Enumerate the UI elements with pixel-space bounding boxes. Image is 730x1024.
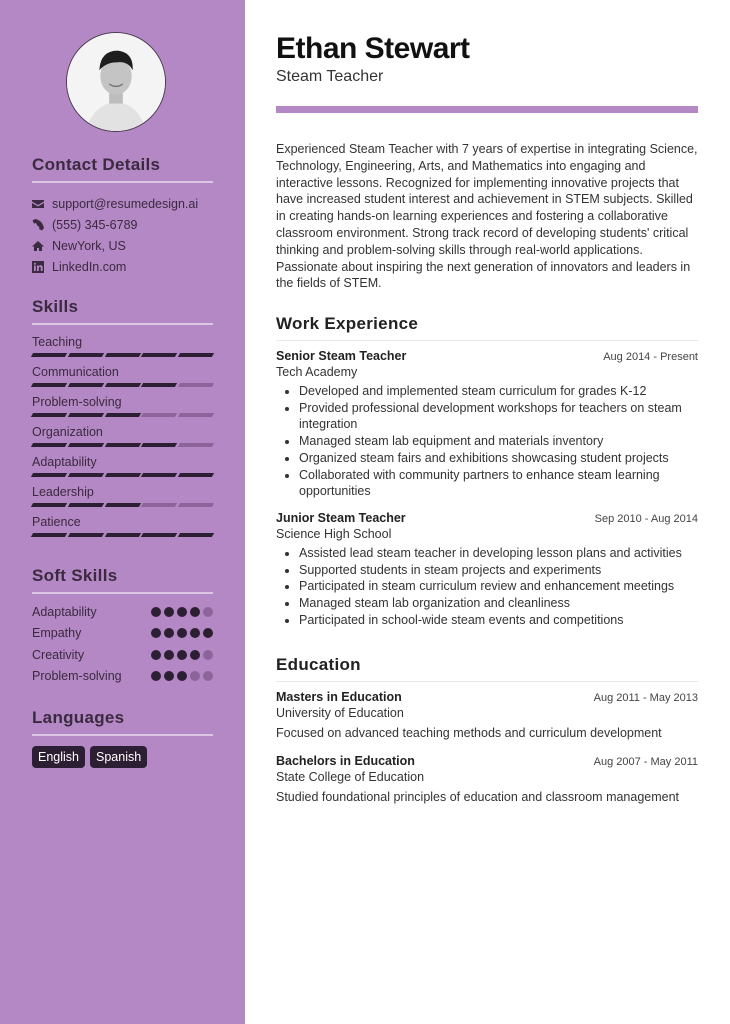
skill-name: Patience [32,515,81,529]
education-entry [276,690,698,740]
skill-segment [31,473,67,477]
work-bullet: • Developed and implemented steam curriculum for grades K-12 [299,383,698,400]
soft-skill-item [32,644,213,666]
rating-dot-icon [164,607,174,617]
skills-heading: Skills [32,297,213,325]
school: University of Education [276,706,404,720]
contact-phone[interactable] [32,214,213,235]
skill-segment [68,443,104,447]
skill-name: Communication [32,365,119,379]
work-bullet: • Participated in school-wide steam events and competitions [299,612,698,629]
work-role: Junior Steam Teacher [276,511,406,525]
accent-divider [276,106,698,113]
soft-skills-section [32,566,213,687]
skill-item [32,514,213,538]
skill-segment [68,533,104,537]
skill-level-bar [32,383,213,388]
skill-segment [31,503,67,507]
languages-heading: Languages [32,708,213,736]
skill-segment [178,533,214,537]
skill-segment [104,503,140,507]
skill-item [32,454,213,478]
rating-dot-icon [190,671,200,681]
language-tag: Spanish [90,746,147,768]
education-desc: Studied foundational principles of education and classroom management [276,790,680,804]
skill-item [32,364,213,388]
soft-skill-item [32,601,213,623]
skill-segment [68,413,104,417]
rating-dot-icon [177,607,187,617]
skill-name: Organization [32,425,103,439]
education-heading: Education [276,655,698,682]
work-bullet: • Participated in steam curriculum review and enhancement meetings [299,578,698,595]
skill-segment [31,533,67,537]
skill-segment [31,443,67,447]
skill-name: Leadership [32,485,94,499]
rating-dot-icon [190,628,200,638]
skill-segment [104,443,140,447]
avatar [66,32,166,132]
languages-section [32,708,213,768]
soft-skill-name: Problem-solving [32,669,122,684]
skills-section [32,297,213,544]
skill-segment [104,383,140,387]
skill-item [32,334,213,358]
skill-segment [104,473,140,477]
rating-dot-icon [203,628,213,638]
skill-name: Teaching [32,335,83,349]
contact-email-text: support@resumedesign.ai [52,196,199,211]
work-bullet: • Supported students in steam projects and experiments [299,562,698,579]
rating-dot-icon [164,628,174,638]
soft-skill-name: Creativity [32,647,85,662]
work-dates: Sep 2010 - Aug 2014 [594,513,698,525]
rating-dot-icon [151,607,161,617]
skill-segment [104,353,140,357]
work-bullets [276,383,698,500]
degree: Bachelors in Education [276,754,415,768]
skill-name: Problem-solving [32,395,122,409]
skills-list [32,334,213,538]
contact-email[interactable] [32,193,213,214]
skill-item [32,484,213,508]
work-bullet: • Assisted lead steam teacher in developing lesson plans and activities [299,545,698,562]
sidebar [0,0,245,1024]
skill-item [32,394,213,418]
rating-dot-icon [151,628,161,638]
work-role: Senior Steam Teacher [276,349,407,363]
skill-level-bar [32,503,213,508]
skill-segment [141,503,177,507]
contact-location-text: NewYork, US [52,238,126,253]
candidate-name: Ethan Stewart [276,32,470,65]
soft-skill-name: Adaptability [32,604,97,619]
soft-skills-list [32,601,213,687]
skill-segment [178,503,214,507]
skill-level-bar [32,353,213,358]
education-entry [276,754,698,804]
soft-skills-heading: Soft Skills [32,566,213,594]
skill-name: Adaptability [32,455,97,469]
contact-location [32,235,213,256]
soft-skill-rating [151,671,213,681]
rating-dot-icon [151,650,161,660]
skill-segment [104,413,140,417]
rating-dot-icon [203,650,213,660]
skill-segment [68,353,104,357]
contact-phone-text: (555) 345-6789 [52,217,138,232]
soft-skill-rating [151,607,213,617]
rating-dot-icon [164,671,174,681]
skill-segment [178,383,214,387]
soft-skill-rating [151,650,213,660]
language-tags [32,746,213,768]
skill-segment [178,353,214,357]
skill-segment [141,443,177,447]
work-heading: Work Experience [276,314,698,341]
skill-segment [178,413,214,417]
phone-icon [32,219,44,231]
home-icon [32,240,44,252]
rating-dot-icon [151,671,161,681]
skill-level-bar [32,443,213,448]
skill-level-bar [32,473,213,478]
contact-linkedin-text: LinkedIn.com [52,259,127,274]
skill-segment [31,383,67,387]
soft-skill-name: Empathy [32,626,82,641]
work-entry [276,511,698,629]
soft-skill-rating [151,628,213,638]
contact-heading: Contact Details [32,155,213,183]
skill-segment [31,353,67,357]
skill-segment [141,383,177,387]
work-bullet: • Provided professional development workshops for teachers on steam integration [299,400,698,433]
profile-photo-icon [67,33,165,131]
contact-section [32,155,213,277]
work-entry [276,349,698,500]
rating-dot-icon [190,650,200,660]
envelope-icon [32,198,44,210]
soft-skill-item [32,623,213,645]
profile-summary: Experienced Steam Teacher with 7 years of expertise in integrating Science, Technology, Engineering, Arts, and Mathematics into engaging and interactive lessons. Recognized for implementing innovative projects that have increased student interest and achievement in STEM subjects. Skilled in creating hands-on learning experiences and fostering a collaborative classroom environment. Strong track record of developing students' critical thinking and problem-solving skills through real-world applications. Passionate about inspiring the next generation of innovators and leaders in the fields of STEM. [276,142,698,291]
rating-dot-icon [177,650,187,660]
skill-item [32,424,213,448]
work-bullet: • Managed steam lab equipment and materials inventory [299,433,698,450]
skill-segment [104,533,140,537]
linkedin-icon [32,261,44,273]
job-title: Steam Teacher [276,68,384,85]
skill-segment [68,503,104,507]
education-dates: Aug 2007 - May 2011 [593,756,698,768]
rating-dot-icon [190,607,200,617]
skill-segment [31,413,67,417]
work-org: Tech Academy [276,365,358,379]
language-tag: English [32,746,85,768]
skill-segment [178,443,214,447]
rating-dot-icon [177,628,187,638]
school: State College of Education [276,770,425,784]
work-bullet: • Organized steam fairs and exhibitions showcasing student projects [299,450,698,467]
skill-segment [178,473,214,477]
rating-dot-icon [203,671,213,681]
skill-segment [68,473,104,477]
work-bullets [276,545,698,629]
work-bullet: • Managed steam lab organization and cleanliness [299,595,698,612]
work-org: Science High School [276,527,392,541]
work-dates: Aug 2014 - Present [603,351,698,363]
rating-dot-icon [203,607,213,617]
soft-skill-item [32,666,213,688]
contact-linkedin[interactable] [32,256,213,277]
rating-dot-icon [164,650,174,660]
skill-segment [141,533,177,537]
skill-segment [141,473,177,477]
degree: Masters in Education [276,690,402,704]
skill-level-bar [32,413,213,418]
education-desc: Focused on advanced teaching methods and curriculum development [276,726,662,740]
skill-segment [68,383,104,387]
skill-segment [141,353,177,357]
skill-segment [141,413,177,417]
skill-level-bar [32,533,213,538]
education-dates: Aug 2011 - May 2013 [593,692,698,704]
work-bullet: • Collaborated with community partners to enhance steam learning opportunities [299,467,698,500]
rating-dot-icon [177,671,187,681]
